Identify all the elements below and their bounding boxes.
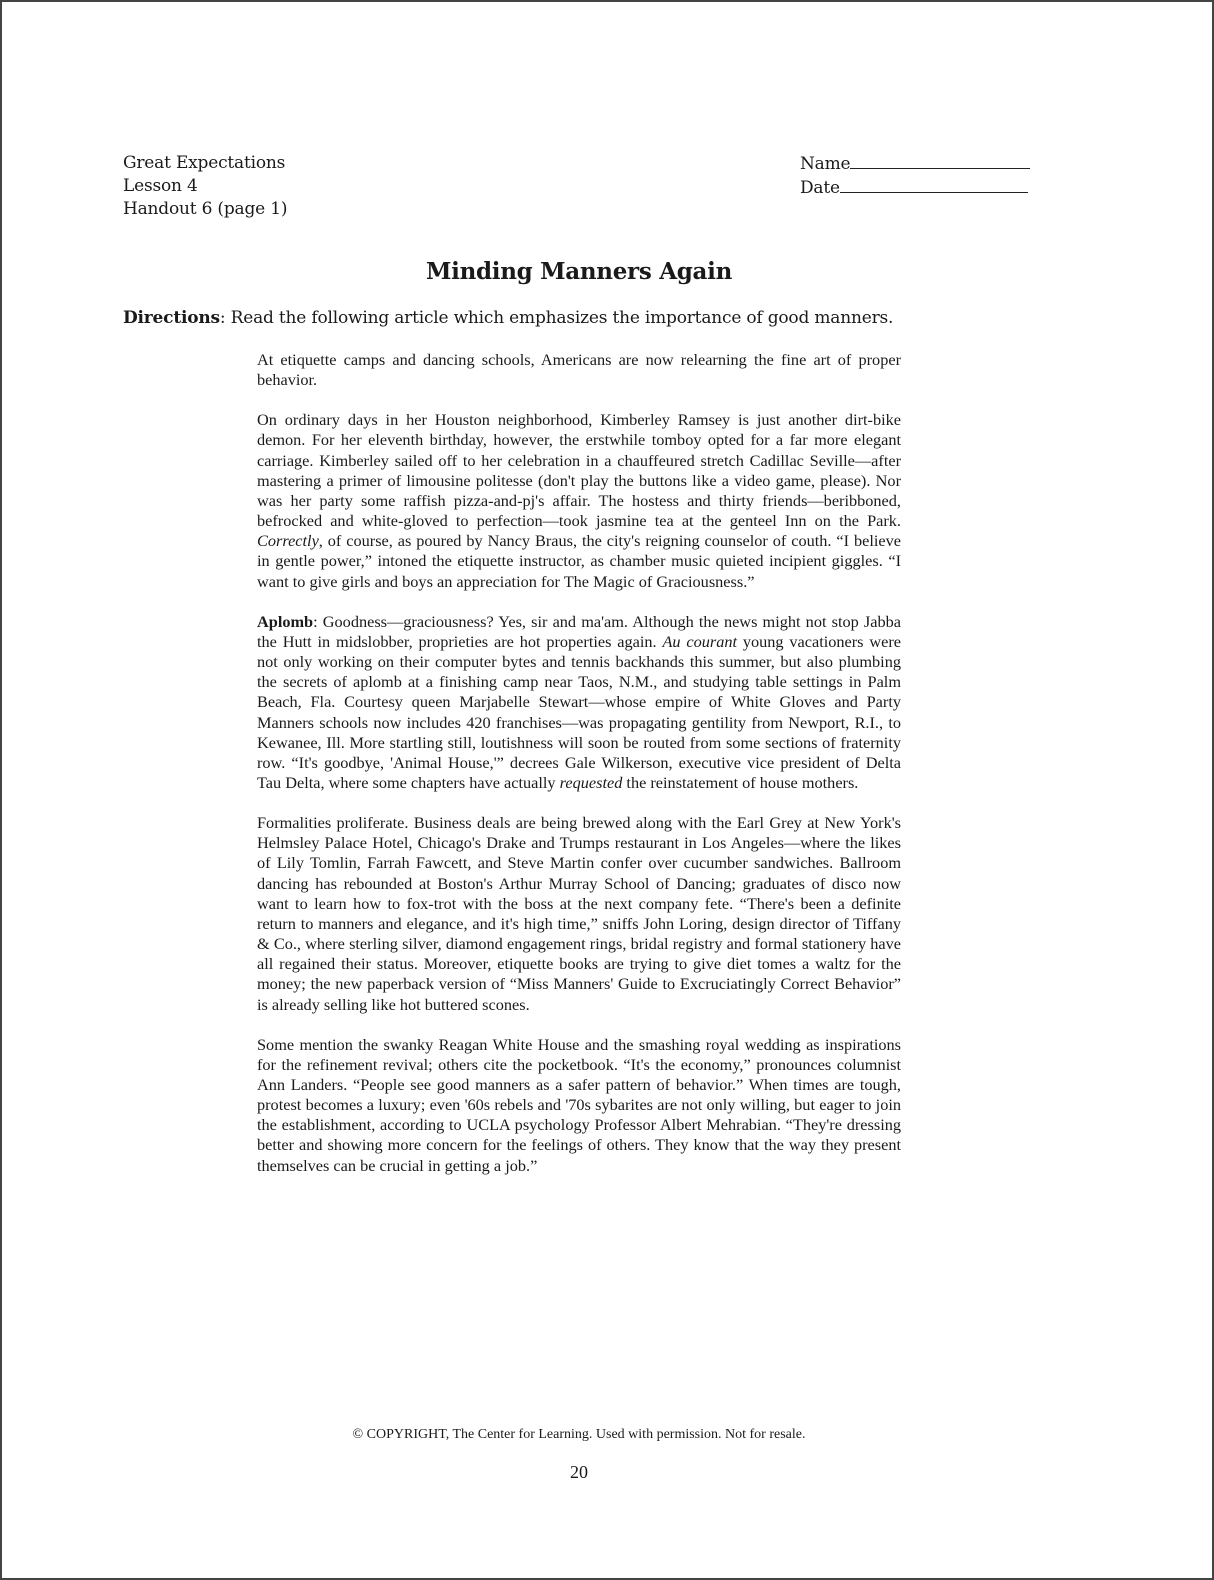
copyright-notice: © COPYRIGHT, The Center for Learning. Used with permission. Not for resale. (352, 1427, 806, 1442)
paragraph-lead: Aplomb (257, 611, 314, 631)
paragraph-text: young vacationers were not only working on their computer bytes and tennis backhands this summer, but also plumbing the secrets of aplomb at a finishing camp near Taos, N.M., and studying table settings in Palm Beach, Fla. Courtesy queen Marjabelle Stewart—whose empire of White Gloves and Party Manners schools now includes 420 franchises—was propagating gentility from Newport, R.I., to Kewanee, Ill. More startling still, loutishness will soon be routed from some sections of fraternity row. “It's goodbye, 'Animal House,'” decrees Gale Wilkerson, executive vice president of Delta Tau Delta, where some chapters have actually (257, 631, 901, 792)
paragraph-text: : Goodness—graciousness? Yes, sir and ma'am. Although the news might not stop Jabba the Hutt in midslobber, proprieties are hot properties again. (257, 611, 901, 651)
italic-text: Au courant (662, 631, 738, 651)
handout-label: Handout 6 (page 1) (123, 199, 288, 219)
directions (123, 308, 1023, 328)
course-title: Great Expectations (123, 153, 286, 173)
article-paragraph-3 (257, 612, 901, 793)
name-field-row (800, 152, 1030, 176)
italic-text: requested (559, 772, 623, 792)
article-paragraph-5: Some mention the swanky Reagan White House and the smashing royal wedding as inspirations for the refinement revival; others cite the pocketbook. “It's the economy,” pronounces columnist Ann Landers. “People see good manners as a safer pattern of behavior.” When times are tough, protest becomes a luxury; even '60s rebels and '70s sybarites are not only willing, but eager to join the establishment, according to UCLA psychology Professor Albert Mehrabian. “They're dressing better and showing more concern for the feelings of others. They know that the way they present themselves can be crucial in getting a job.” (257, 1034, 901, 1175)
article-body (257, 350, 901, 1196)
directions-label: Directions (123, 308, 220, 328)
paragraph-text: On ordinary days in her Houston neighborhood, Kimberley Ramsey is just another dirt-bike demon. For her eleventh birthday, however, the erstwhile tomboy opted for a far more elegant carriage. Kimberley sailed off to her celebration in a chauffeured stretch Cadillac Seville—after mastering a primer of limousine politesse (don't play the buttons like a video game, please). Nor was her party some raffish pizza-and-pj's affair. The hostess and thirty friends—beribboned, befrocked and white-gloved to perfection—took jasmine tea at the genteel Inn on the Park. (257, 410, 901, 531)
date-label: Date (800, 178, 840, 198)
date-field-row (800, 176, 1030, 200)
student-fields (800, 152, 1030, 200)
name-label: Name (800, 154, 851, 174)
page-number: 20 (570, 1462, 588, 1482)
date-blank-line[interactable] (840, 176, 1028, 193)
lesson-label: Lesson 4 (123, 176, 198, 196)
article-paragraph-2 (257, 410, 901, 591)
paragraph-text: , of course, as poured by Nancy Braus, the city's reigning counselor of couth. “I believe in gentle power,” intoned the etiquette instructor, as chamber music quieted incipient giggles. “I want to give girls and boys an appreciation for The Magic of Graciousness.” (257, 531, 901, 591)
name-blank-line[interactable] (850, 152, 1030, 169)
paragraph-text: the reinstatement of house mothers. (622, 772, 859, 792)
directions-text: : Read the following article which emphasizes the importance of good manners. (219, 308, 894, 328)
article-paragraph-1: At etiquette camps and dancing schools, Americans are now relearning the fine art of proper behavior. (257, 350, 901, 390)
article-paragraph-4: Formalities proliferate. Business deals are being brewed along with the Earl Grey at New York's Helmsley Palace Hotel, Chicago's Drake and Trumps restaurant in Los Angeles—where the likes of Lily Tomlin, Farrah Fawcett, and Steve Martin confer over cucumber sandwiches. Ballroom dancing has rebounded at Boston's Arthur Murray School of Dancing; graduates of disco now want to learn how to fox-trot with the boss at the next company fete. “There's been a definite return to manners and elegance, and it's high time,” sniffs John Loring, design director of Tiffany & Co., where sterling silver, diamond engagement rings, bridal registry and formal stationery have all regained their status. Moreover, etiquette books are trying to give diet tomes a waltz for the money; the new paperback version of “Miss Manners' Guide to Excruciatingly Correct Behavior” is already selling like hot buttered scones. (257, 813, 901, 1014)
page-title: Minding Manners Again (425, 258, 733, 285)
italic-text: Correctly (257, 531, 319, 551)
handout-header-info (123, 152, 287, 221)
